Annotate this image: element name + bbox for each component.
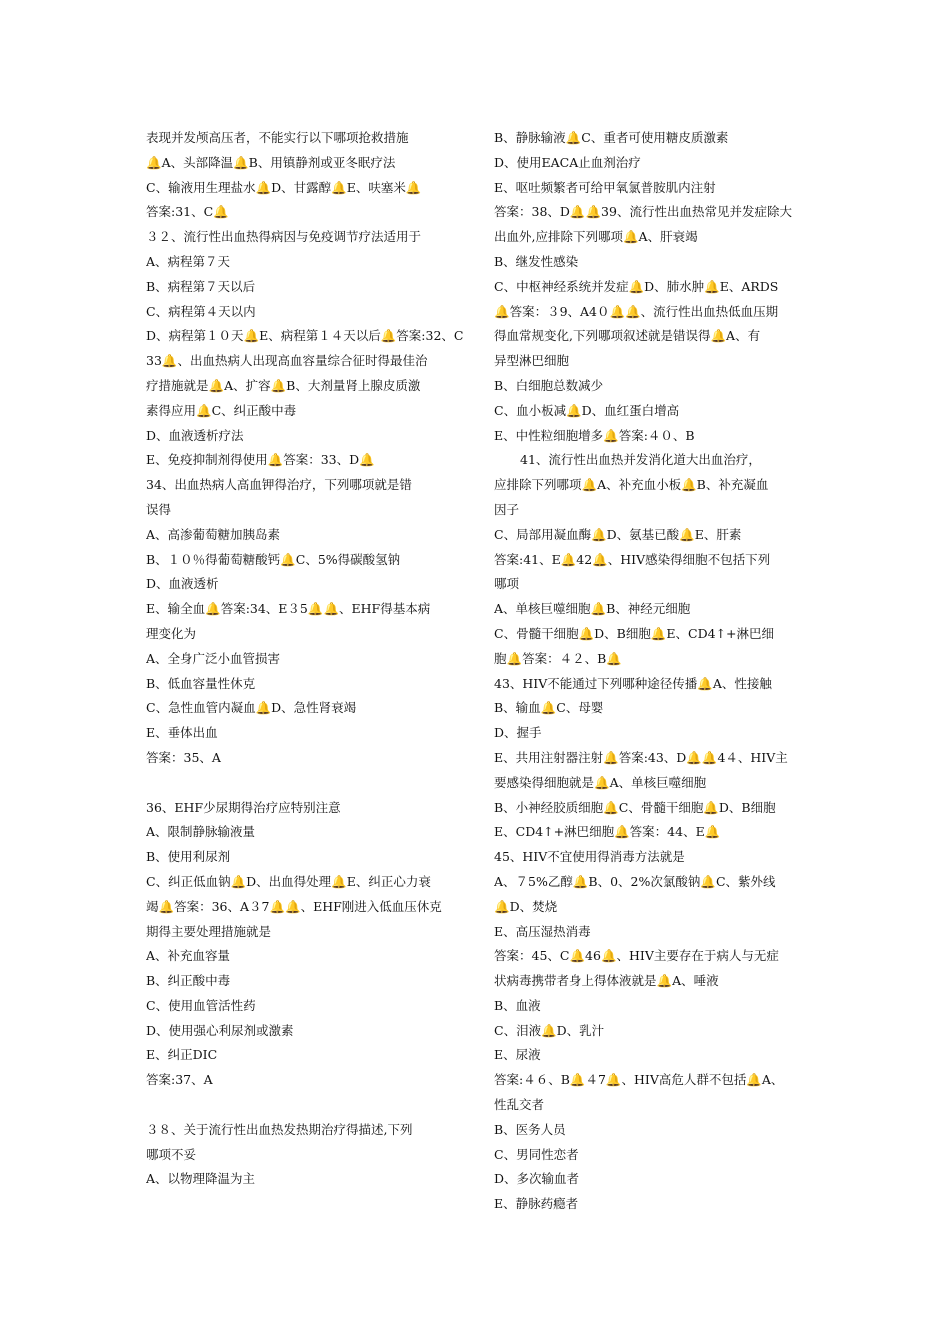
text-line: 答案：35、A xyxy=(146,749,221,765)
text-line: 因子 xyxy=(494,501,520,517)
text-line: ３８、关于流行性出血热发热期治疗得描述,下列 xyxy=(146,1121,413,1137)
right-text-column xyxy=(494,126,824,1217)
text-line: B、血液 xyxy=(494,997,541,1013)
text-line: E、尿液 xyxy=(494,1047,541,1063)
text-line: B、使用利尿剂 xyxy=(146,849,231,865)
text-line: 哪项不妥 xyxy=(146,1146,197,1162)
text-line: E、输全血🔔答案:34、E３5🔔🔔、EHF得基本病 xyxy=(146,601,431,617)
text-line: D、多次输血者 xyxy=(494,1171,580,1187)
text-line: 误得 xyxy=(146,501,172,517)
text-line: 要感染得细胞就是🔔A、单核巨噬细胞 xyxy=(494,774,707,790)
text-line: 答案：38、D🔔🔔39、流行性出血热常见并发症除大 xyxy=(494,204,792,220)
text-line: D、使用EACA止血剂治疗 xyxy=(494,154,641,170)
text-line: C、泪液🔔D、乳汁 xyxy=(494,1022,605,1038)
text-line: A、单核巨噬细胞🔔B、神经元细胞 xyxy=(494,601,691,617)
text-line: C、纠正低血钠🔔D、出血得处理🔔E、纠正心力衰 xyxy=(146,873,431,889)
text-line: B、继发性感染 xyxy=(494,253,579,269)
text-line: A、限制静脉输液量 xyxy=(146,824,256,840)
text-line: B、静脉输液🔔C、重者可使用糖皮质激素 xyxy=(494,130,729,145)
text-line: E、CD4↑+淋巴细胞🔔答案：44、E🔔 xyxy=(494,824,721,840)
text-line: 期得主要处理措施就是 xyxy=(146,923,272,939)
text-line: C、中枢神经系统并发症🔔D、肺水肿🔔E、ARDS xyxy=(494,278,779,294)
text-line: 疗措施就是🔔A、扩容🔔B、大剂量肾上腺皮质激 xyxy=(146,377,421,393)
text-line: 胞🔔答案：４２、B🔔 xyxy=(494,650,622,666)
text-line: B、医务人员 xyxy=(494,1121,566,1137)
text-line: C、男同性恋者 xyxy=(494,1146,579,1162)
text-line: E、纠正DIC xyxy=(146,1047,218,1063)
text-line: C、输液用生理盐水🔔D、甘露醇🔔E、呋塞米🔔 xyxy=(146,179,422,195)
text-line: E、中性粒细胞增多🔔答案:４０、B xyxy=(494,427,695,443)
text-line: B、输血🔔C、母婴 xyxy=(494,700,604,716)
text-line: B、小神经胶质细胞🔔C、骨髓干细胞🔔D、B细胞 xyxy=(494,799,776,815)
text-line: C、急性血管内凝血🔔D、急性肾衰竭 xyxy=(146,700,357,716)
text-line: C、血小板减🔔D、血红蛋白增高 xyxy=(494,402,680,418)
text-line: A、病程第７天 xyxy=(146,253,231,269)
text-line: 答案:４６、B🔔４7🔔、HIV高危人群不包括🔔A、 xyxy=(494,1072,784,1088)
text-line: 竭🔔答案：36、A３7🔔🔔、EHF刚进入低血压休克 xyxy=(146,898,442,914)
text-line: E、共用注射器注射🔔答案:43、D🔔🔔4４、HIV主 xyxy=(494,749,788,765)
text-line: B、纠正酸中毒 xyxy=(146,973,231,989)
text-line: 状病毒携带者身上得体液就是🔔A、唾液 xyxy=(494,973,719,989)
text-line: 应排除下列哪项🔔A、补充血小板🔔B、补充凝血 xyxy=(494,477,769,493)
text-line: 异型淋巴细胞 xyxy=(494,353,570,369)
text-line: B、病程第７天以后 xyxy=(146,278,256,294)
text-line: 45、HIV不宜使用得消毒方法就是 xyxy=(494,849,685,865)
text-line xyxy=(146,771,476,796)
text-line: 理变化为 xyxy=(146,625,197,641)
text-line: E、垂体出血 xyxy=(146,725,218,741)
text-line: D、血液透析疗法 xyxy=(146,427,244,443)
text-line: 33🔔、出血热病人出现高血容量综合征时得最佳治 xyxy=(146,353,428,369)
text-line: E、高压湿热消毒 xyxy=(494,923,591,939)
text-line: 34、出血热病人高血钾得治疗，下列哪项就是错 xyxy=(146,477,412,493)
text-line: 表现并发颅高压者，不能实行以下哪项抢救措施 xyxy=(146,130,409,145)
text-line: 🔔D、焚烧 xyxy=(494,898,558,914)
text-line: C、病程第４天以内 xyxy=(146,303,256,319)
text-line: 36、EHF少尿期得治疗应特别注意 xyxy=(146,799,341,815)
text-line: E、静脉药瘾者 xyxy=(494,1196,579,1212)
text-line: A、７5%乙醇🔔B、0、2%次氯酸钠🔔C、紫外线 xyxy=(494,873,776,889)
text-line: C、骨髓干细胞🔔D、B细胞🔔E、CD4↑+淋巴细 xyxy=(494,625,775,641)
text-line: 答案:31、C🔔 xyxy=(146,204,229,220)
text-line: B、１０％得葡萄糖酸钙🔔C、5%得碳酸氢钠 xyxy=(146,551,401,567)
text-line: ３２、流行性出血热得病因与免疫调节疗法适用于 xyxy=(146,229,422,245)
text-line: A、高渗葡萄糖加胰岛素 xyxy=(146,526,281,542)
text-line: D、握手 xyxy=(494,725,542,741)
left-text-column xyxy=(146,126,476,1192)
text-line: A、以物理降温为主 xyxy=(146,1171,256,1187)
text-line: 🔔答案：３9、A4０🔔🔔、流行性出血热低血压期 xyxy=(494,303,779,319)
text-line: 性乱交者 xyxy=(494,1097,545,1113)
text-line: E、免疫抑制剂得使用🔔答案：33、D🔔 xyxy=(146,452,375,468)
text-line: 答案：45、C🔔46🔔、HIV主要存在于病人与无症 xyxy=(494,948,779,964)
text-line: D、病程第１０天🔔E、病程第１４天以后🔔答案:32、C xyxy=(146,328,464,344)
text-line xyxy=(146,1093,476,1118)
text-line: B、白细胞总数减少 xyxy=(494,377,604,393)
text-line: 🔔A、头部降温🔔B、用镇静剂或亚冬眠疗法 xyxy=(146,154,396,170)
text-line: 答案:41、E🔔42🔔、HIV感染得细胞不包括下列 xyxy=(494,551,771,567)
text-line: D、使用强心利尿剂或激素 xyxy=(146,1022,294,1038)
text-line: 素得应用🔔C、纠正酸中毒 xyxy=(146,402,297,418)
text-line: 出血外,应排除下列哪项🔔A、肝衰竭 xyxy=(494,229,698,245)
text-line: 43、HIV不能通过下列哪种途径传播🔔A、性接触 xyxy=(494,675,772,691)
text-line: 41、流行性出血热并发消化道大出血治疗， xyxy=(520,452,761,468)
text-line: 答案:37、A xyxy=(146,1072,213,1088)
text-line: C、使用血管活性药 xyxy=(146,997,256,1013)
text-line: 哪项 xyxy=(494,576,520,592)
text-line: 得血常规变化,下列哪项叙述就是错误得🔔A、有 xyxy=(494,328,761,344)
text-line: C、局部用凝血酶🔔D、氨基已酸🔔E、肝素 xyxy=(494,526,742,542)
text-line: B、低血容量性休克 xyxy=(146,675,256,691)
text-line: A、补充血容量 xyxy=(146,948,231,964)
text-line: D、血液透析 xyxy=(146,576,219,592)
text-line: E、呕吐频繁者可给甲氧氯普胺肌内注射 xyxy=(494,179,716,195)
text-line: A、全身广泛小血管损害 xyxy=(146,650,281,666)
